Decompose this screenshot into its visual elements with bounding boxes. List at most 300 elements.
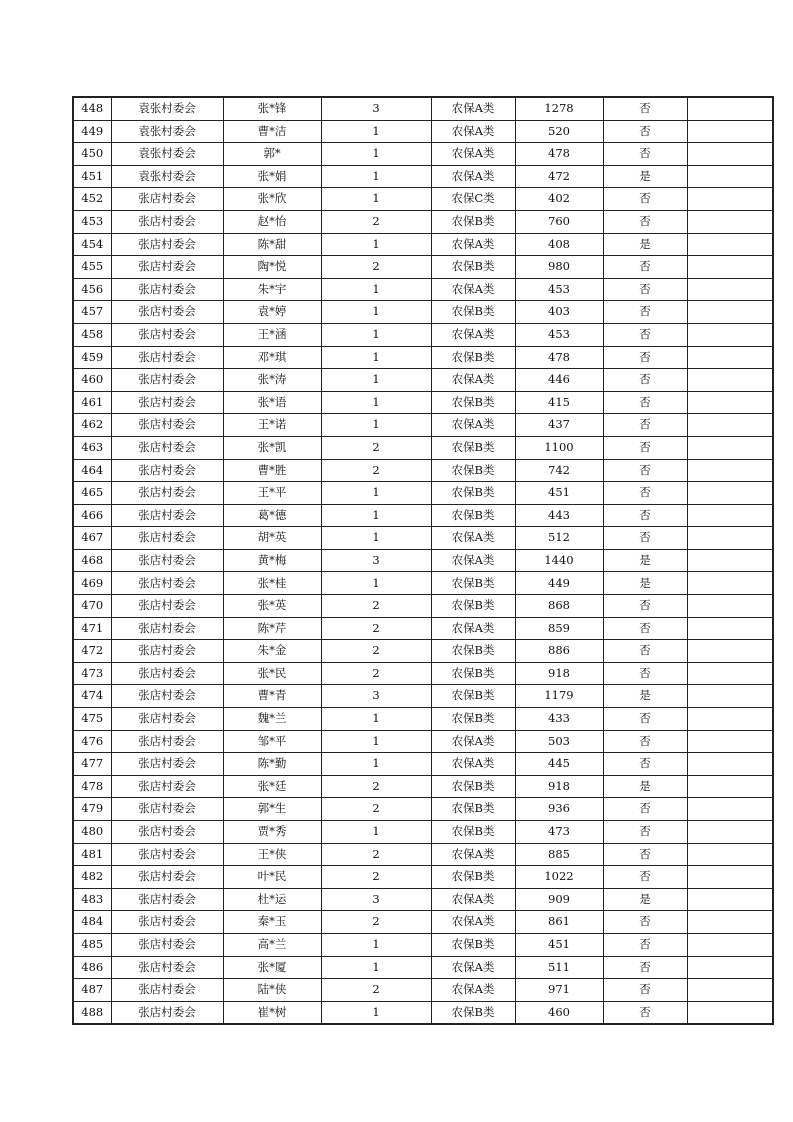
row-number-cell: 473 <box>73 662 111 685</box>
flag-cell: 否 <box>603 708 687 731</box>
person-name-cell: 魏*兰 <box>223 708 321 731</box>
row-number-cell: 461 <box>73 391 111 414</box>
table-row <box>73 414 773 437</box>
flag-cell: 否 <box>603 933 687 956</box>
person-name-cell: 陶*悦 <box>223 256 321 279</box>
insurance-category-cell: 农保B类 <box>431 391 515 414</box>
insurance-category-cell: 农保B类 <box>431 595 515 618</box>
flag-cell: 是 <box>603 572 687 595</box>
village-committee-cell: 张店村委会 <box>111 549 223 572</box>
flag-cell: 否 <box>603 414 687 437</box>
village-committee-cell: 张店村委会 <box>111 527 223 550</box>
note-cell <box>687 888 773 911</box>
amount-cell: 886 <box>515 640 603 663</box>
household-count-cell: 1 <box>321 482 431 505</box>
person-name-cell: 贾*秀 <box>223 821 321 844</box>
household-count-cell: 1 <box>321 414 431 437</box>
note-cell <box>687 323 773 346</box>
household-count-cell: 3 <box>321 549 431 572</box>
note-cell <box>687 527 773 550</box>
person-name-cell: 张*娟 <box>223 165 321 188</box>
flag-cell: 否 <box>603 210 687 233</box>
table-row <box>73 617 773 640</box>
row-number-cell: 485 <box>73 933 111 956</box>
note-cell <box>687 549 773 572</box>
amount-cell: 446 <box>515 369 603 392</box>
village-committee-cell: 张店村委会 <box>111 933 223 956</box>
insurance-category-cell: 农保A类 <box>431 233 515 256</box>
flag-cell: 否 <box>603 346 687 369</box>
insurance-category-cell: 农保A类 <box>431 617 515 640</box>
village-committee-cell: 张店村委会 <box>111 979 223 1002</box>
person-name-cell: 郭*生 <box>223 798 321 821</box>
insurance-category-cell: 农保B类 <box>431 436 515 459</box>
row-number-cell: 487 <box>73 979 111 1002</box>
household-count-cell: 2 <box>321 843 431 866</box>
note-cell <box>687 97 773 120</box>
village-committee-cell: 张店村委会 <box>111 346 223 369</box>
note-cell <box>687 1001 773 1024</box>
person-name-cell: 曹*胜 <box>223 459 321 482</box>
flag-cell: 否 <box>603 821 687 844</box>
flag-cell: 否 <box>603 459 687 482</box>
amount-cell: 402 <box>515 188 603 211</box>
table-row <box>73 911 773 934</box>
row-number-cell: 471 <box>73 617 111 640</box>
amount-cell: 437 <box>515 414 603 437</box>
flag-cell: 否 <box>603 843 687 866</box>
amount-cell: 443 <box>515 504 603 527</box>
insurance-category-cell: 农保A类 <box>431 369 515 392</box>
row-number-cell: 483 <box>73 888 111 911</box>
flag-cell: 否 <box>603 979 687 1002</box>
table-row <box>73 662 773 685</box>
insurance-category-cell: 农保B类 <box>431 775 515 798</box>
row-number-cell: 454 <box>73 233 111 256</box>
table-row <box>73 233 773 256</box>
table-row <box>73 459 773 482</box>
table-row <box>73 369 773 392</box>
insurance-category-cell: 农保B类 <box>431 933 515 956</box>
person-name-cell: 曹*青 <box>223 685 321 708</box>
village-committee-cell: 张店村委会 <box>111 504 223 527</box>
table-row <box>73 323 773 346</box>
amount-cell: 1022 <box>515 866 603 889</box>
person-name-cell: 郭* <box>223 143 321 166</box>
amount-cell: 408 <box>515 233 603 256</box>
person-name-cell: 王*涵 <box>223 323 321 346</box>
flag-cell: 是 <box>603 685 687 708</box>
note-cell <box>687 640 773 663</box>
person-name-cell: 陆*侠 <box>223 979 321 1002</box>
insurance-category-cell: 农保C类 <box>431 188 515 211</box>
person-name-cell: 张*廷 <box>223 775 321 798</box>
amount-cell: 859 <box>515 617 603 640</box>
note-cell <box>687 414 773 437</box>
note-cell <box>687 165 773 188</box>
row-number-cell: 452 <box>73 188 111 211</box>
table-row <box>73 301 773 324</box>
flag-cell: 否 <box>603 120 687 143</box>
note-cell <box>687 708 773 731</box>
household-count-cell: 1 <box>321 233 431 256</box>
household-count-cell: 1 <box>321 933 431 956</box>
household-count-cell: 1 <box>321 120 431 143</box>
flag-cell: 否 <box>603 527 687 550</box>
household-count-cell: 1 <box>321 956 431 979</box>
village-committee-cell: 张店村委会 <box>111 843 223 866</box>
row-number-cell: 460 <box>73 369 111 392</box>
person-name-cell: 张*民 <box>223 662 321 685</box>
person-name-cell: 陈*甜 <box>223 233 321 256</box>
row-number-cell: 449 <box>73 120 111 143</box>
insurance-category-cell: 农保B类 <box>431 459 515 482</box>
household-count-cell: 1 <box>321 708 431 731</box>
household-count-cell: 2 <box>321 210 431 233</box>
insurance-category-cell: 农保A类 <box>431 549 515 572</box>
person-name-cell: 朱*宇 <box>223 278 321 301</box>
table-row <box>73 165 773 188</box>
flag-cell: 否 <box>603 662 687 685</box>
insurance-category-cell: 农保A类 <box>431 143 515 166</box>
flag-cell: 否 <box>603 369 687 392</box>
village-committee-cell: 张店村委会 <box>111 730 223 753</box>
flag-cell: 否 <box>603 1001 687 1024</box>
household-count-cell: 1 <box>321 730 431 753</box>
village-committee-cell: 张店村委会 <box>111 482 223 505</box>
table-row <box>73 821 773 844</box>
flag-cell: 否 <box>603 595 687 618</box>
insurance-category-cell: 农保A类 <box>431 888 515 911</box>
amount-cell: 918 <box>515 775 603 798</box>
table-row <box>73 143 773 166</box>
insurance-category-cell: 农保B类 <box>431 1001 515 1024</box>
person-name-cell: 张*桂 <box>223 572 321 595</box>
row-number-cell: 470 <box>73 595 111 618</box>
flag-cell: 否 <box>603 256 687 279</box>
household-count-cell: 2 <box>321 911 431 934</box>
village-committee-cell: 张店村委会 <box>111 210 223 233</box>
household-count-cell: 2 <box>321 662 431 685</box>
person-name-cell: 崔*树 <box>223 1001 321 1024</box>
insurance-category-cell: 农保B类 <box>431 798 515 821</box>
village-committee-cell: 张店村委会 <box>111 369 223 392</box>
household-count-cell: 2 <box>321 979 431 1002</box>
table-row <box>73 866 773 889</box>
table-row <box>73 753 773 776</box>
village-committee-cell: 张店村委会 <box>111 436 223 459</box>
flag-cell: 否 <box>603 482 687 505</box>
flag-cell: 否 <box>603 730 687 753</box>
person-name-cell: 高*兰 <box>223 933 321 956</box>
household-count-cell: 2 <box>321 256 431 279</box>
flag-cell: 否 <box>603 866 687 889</box>
note-cell <box>687 391 773 414</box>
village-committee-cell: 张店村委会 <box>111 233 223 256</box>
row-number-cell: 457 <box>73 301 111 324</box>
household-count-cell: 1 <box>321 346 431 369</box>
flag-cell: 是 <box>603 165 687 188</box>
table-row <box>73 640 773 663</box>
person-name-cell: 张*锋 <box>223 97 321 120</box>
insurance-category-cell: 农保B类 <box>431 210 515 233</box>
flag-cell: 否 <box>603 504 687 527</box>
insurance-category-cell: 农保A类 <box>431 165 515 188</box>
village-committee-cell: 张店村委会 <box>111 301 223 324</box>
village-committee-cell: 张店村委会 <box>111 640 223 663</box>
amount-cell: 403 <box>515 301 603 324</box>
table-row <box>73 888 773 911</box>
amount-cell: 433 <box>515 708 603 731</box>
person-name-cell: 叶*民 <box>223 866 321 889</box>
village-committee-cell: 张店村委会 <box>111 256 223 279</box>
flag-cell: 否 <box>603 188 687 211</box>
village-committee-cell: 张店村委会 <box>111 459 223 482</box>
village-committee-cell: 张店村委会 <box>111 888 223 911</box>
insurance-category-cell: 农保A类 <box>431 97 515 120</box>
amount-cell: 909 <box>515 888 603 911</box>
note-cell <box>687 933 773 956</box>
household-count-cell: 2 <box>321 866 431 889</box>
note-cell <box>687 775 773 798</box>
note-cell <box>687 798 773 821</box>
table-row <box>73 549 773 572</box>
row-number-cell: 463 <box>73 436 111 459</box>
person-name-cell: 赵*怡 <box>223 210 321 233</box>
row-number-cell: 488 <box>73 1001 111 1024</box>
person-name-cell: 袁*婷 <box>223 301 321 324</box>
household-count-cell: 1 <box>321 278 431 301</box>
amount-cell: 760 <box>515 210 603 233</box>
amount-cell: 980 <box>515 256 603 279</box>
note-cell <box>687 143 773 166</box>
row-number-cell: 448 <box>73 97 111 120</box>
household-count-cell: 1 <box>321 1001 431 1024</box>
row-number-cell: 462 <box>73 414 111 437</box>
table-row <box>73 482 773 505</box>
row-number-cell: 455 <box>73 256 111 279</box>
amount-cell: 453 <box>515 323 603 346</box>
table-row <box>73 278 773 301</box>
table-row <box>73 527 773 550</box>
note-cell <box>687 979 773 1002</box>
amount-cell: 473 <box>515 821 603 844</box>
table-row <box>73 210 773 233</box>
row-number-cell: 476 <box>73 730 111 753</box>
person-name-cell: 张*厦 <box>223 956 321 979</box>
flag-cell: 否 <box>603 640 687 663</box>
amount-cell: 478 <box>515 143 603 166</box>
village-committee-cell: 张店村委会 <box>111 323 223 346</box>
amount-cell: 512 <box>515 527 603 550</box>
note-cell <box>687 210 773 233</box>
village-committee-cell: 张店村委会 <box>111 685 223 708</box>
person-name-cell: 曹*洁 <box>223 120 321 143</box>
row-number-cell: 475 <box>73 708 111 731</box>
note-cell <box>687 617 773 640</box>
note-cell <box>687 821 773 844</box>
insurance-category-cell: 农保B类 <box>431 256 515 279</box>
amount-cell: 742 <box>515 459 603 482</box>
row-number-cell: 484 <box>73 911 111 934</box>
note-cell <box>687 278 773 301</box>
row-number-cell: 469 <box>73 572 111 595</box>
person-name-cell: 葛*德 <box>223 504 321 527</box>
village-committee-cell: 袁张村委会 <box>111 97 223 120</box>
village-committee-cell: 袁张村委会 <box>111 165 223 188</box>
village-committee-cell: 张店村委会 <box>111 798 223 821</box>
household-count-cell: 1 <box>321 527 431 550</box>
table-row <box>73 933 773 956</box>
note-cell <box>687 595 773 618</box>
row-number-cell: 465 <box>73 482 111 505</box>
row-number-cell: 474 <box>73 685 111 708</box>
table-row <box>73 188 773 211</box>
note-cell <box>687 436 773 459</box>
village-committee-cell: 张店村委会 <box>111 1001 223 1024</box>
table-row <box>73 346 773 369</box>
insurance-category-cell: 农保A类 <box>431 414 515 437</box>
amount-cell: 1179 <box>515 685 603 708</box>
note-cell <box>687 956 773 979</box>
household-count-cell: 2 <box>321 595 431 618</box>
note-cell <box>687 911 773 934</box>
flag-cell: 否 <box>603 753 687 776</box>
household-count-cell: 3 <box>321 685 431 708</box>
row-number-cell: 466 <box>73 504 111 527</box>
amount-cell: 451 <box>515 933 603 956</box>
amount-cell: 1440 <box>515 549 603 572</box>
roster-table <box>72 96 774 1025</box>
flag-cell: 否 <box>603 436 687 459</box>
flag-cell: 否 <box>603 911 687 934</box>
table-row <box>73 708 773 731</box>
row-number-cell: 464 <box>73 459 111 482</box>
insurance-category-cell: 农保B类 <box>431 572 515 595</box>
table-row <box>73 436 773 459</box>
amount-cell: 936 <box>515 798 603 821</box>
person-name-cell: 陈*勤 <box>223 753 321 776</box>
person-name-cell: 陈*芹 <box>223 617 321 640</box>
note-cell <box>687 730 773 753</box>
village-committee-cell: 张店村委会 <box>111 662 223 685</box>
amount-cell: 445 <box>515 753 603 776</box>
table-row <box>73 504 773 527</box>
village-committee-cell: 张店村委会 <box>111 595 223 618</box>
insurance-category-cell: 农保B类 <box>431 685 515 708</box>
amount-cell: 1100 <box>515 436 603 459</box>
person-name-cell: 张*凯 <box>223 436 321 459</box>
note-cell <box>687 843 773 866</box>
row-number-cell: 453 <box>73 210 111 233</box>
village-committee-cell: 张店村委会 <box>111 278 223 301</box>
note-cell <box>687 459 773 482</box>
insurance-category-cell: 农保B类 <box>431 504 515 527</box>
amount-cell: 885 <box>515 843 603 866</box>
household-count-cell: 1 <box>321 391 431 414</box>
note-cell <box>687 662 773 685</box>
household-count-cell: 2 <box>321 436 431 459</box>
person-name-cell: 邓*琪 <box>223 346 321 369</box>
row-number-cell: 458 <box>73 323 111 346</box>
household-count-cell: 1 <box>321 301 431 324</box>
note-cell <box>687 346 773 369</box>
person-name-cell: 秦*玉 <box>223 911 321 934</box>
person-name-cell: 邹*平 <box>223 730 321 753</box>
person-name-cell: 张*涛 <box>223 369 321 392</box>
flag-cell: 否 <box>603 143 687 166</box>
insurance-category-cell: 农保A类 <box>431 527 515 550</box>
row-number-cell: 477 <box>73 753 111 776</box>
note-cell <box>687 482 773 505</box>
row-number-cell: 480 <box>73 821 111 844</box>
person-name-cell: 王*侠 <box>223 843 321 866</box>
table-row <box>73 775 773 798</box>
table-row <box>73 256 773 279</box>
village-committee-cell: 张店村委会 <box>111 911 223 934</box>
row-number-cell: 456 <box>73 278 111 301</box>
note-cell <box>687 572 773 595</box>
insurance-category-cell: 农保B类 <box>431 662 515 685</box>
row-number-cell: 451 <box>73 165 111 188</box>
row-number-cell: 450 <box>73 143 111 166</box>
household-count-cell: 1 <box>321 369 431 392</box>
amount-cell: 460 <box>515 1001 603 1024</box>
note-cell <box>687 256 773 279</box>
flag-cell: 否 <box>603 278 687 301</box>
household-count-cell: 2 <box>321 775 431 798</box>
village-committee-cell: 张店村委会 <box>111 866 223 889</box>
person-name-cell: 杜*运 <box>223 888 321 911</box>
insurance-category-cell: 农保A类 <box>431 956 515 979</box>
household-count-cell: 3 <box>321 888 431 911</box>
table-row <box>73 120 773 143</box>
table-row <box>73 979 773 1002</box>
flag-cell: 否 <box>603 956 687 979</box>
amount-cell: 520 <box>515 120 603 143</box>
amount-cell: 511 <box>515 956 603 979</box>
village-committee-cell: 张店村委会 <box>111 753 223 776</box>
insurance-category-cell: 农保A类 <box>431 323 515 346</box>
note-cell <box>687 120 773 143</box>
village-committee-cell: 张店村委会 <box>111 775 223 798</box>
insurance-category-cell: 农保A类 <box>431 120 515 143</box>
note-cell <box>687 188 773 211</box>
village-committee-cell: 张店村委会 <box>111 414 223 437</box>
insurance-category-cell: 农保B类 <box>431 708 515 731</box>
amount-cell: 453 <box>515 278 603 301</box>
person-name-cell: 张*英 <box>223 595 321 618</box>
flag-cell: 否 <box>603 323 687 346</box>
row-number-cell: 486 <box>73 956 111 979</box>
household-count-cell: 1 <box>321 188 431 211</box>
amount-cell: 478 <box>515 346 603 369</box>
amount-cell: 415 <box>515 391 603 414</box>
insurance-category-cell: 农保A类 <box>431 911 515 934</box>
insurance-category-cell: 农保B类 <box>431 346 515 369</box>
note-cell <box>687 504 773 527</box>
row-number-cell: 481 <box>73 843 111 866</box>
row-number-cell: 479 <box>73 798 111 821</box>
amount-cell: 1278 <box>515 97 603 120</box>
amount-cell: 868 <box>515 595 603 618</box>
row-number-cell: 478 <box>73 775 111 798</box>
insurance-category-cell: 农保A类 <box>431 843 515 866</box>
village-committee-cell: 袁张村委会 <box>111 143 223 166</box>
table-row <box>73 572 773 595</box>
note-cell <box>687 233 773 256</box>
amount-cell: 971 <box>515 979 603 1002</box>
